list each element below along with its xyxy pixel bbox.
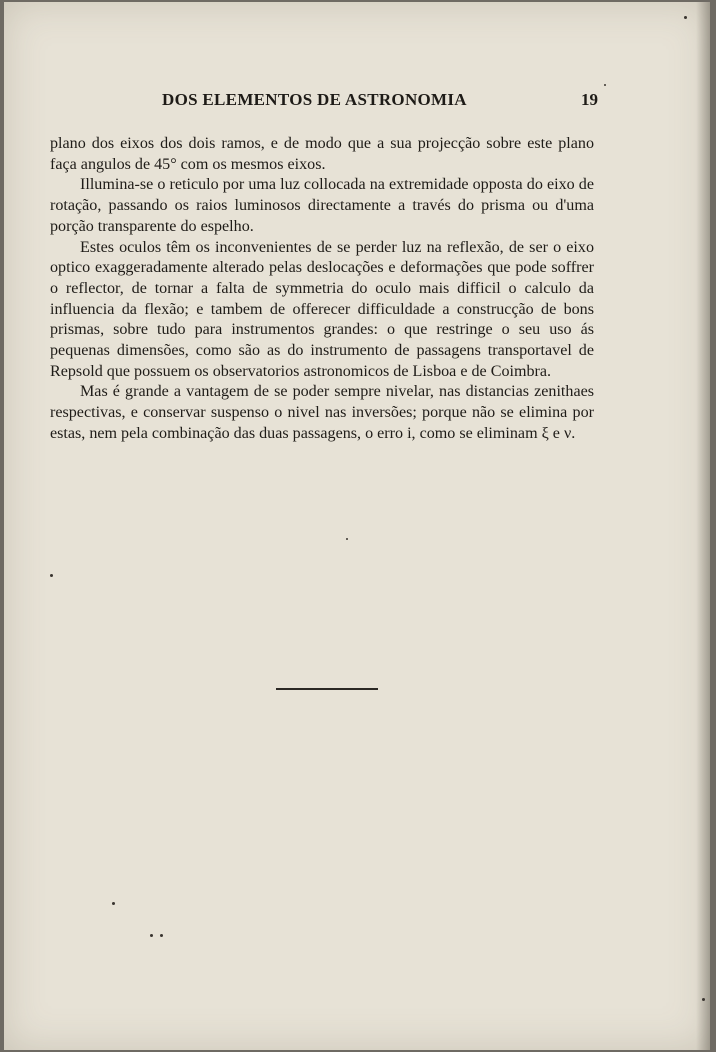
paper-speck [346, 538, 348, 540]
paper-speck [112, 902, 115, 905]
book-page [4, 2, 710, 1050]
body-text [50, 134, 594, 445]
page-edge-shadow [696, 2, 710, 1050]
paper-speck [702, 998, 705, 1001]
paper-speck [604, 84, 606, 86]
paragraph: plano dos eixos dos dois ramos, e de modo que a sua projecção sobre este plano faça angulos de 45° com os mesmos eixos. [50, 135, 594, 173]
paragraph: Mas é grande a vantagem de se poder sempre nivelar, nas distancias zenithaes respectivas, e conservar suspenso o nivel nas inversões; porque não se elimina por estas, nem pela combinação das duas passagens, o erro i, como se eliminam ξ e ν. [50, 383, 594, 442]
paper-speck [50, 574, 53, 577]
page-header [50, 90, 598, 116]
paper-speck [160, 934, 163, 937]
paragraph: Estes oculos têm os inconvenientes de se perder luz na reflexão, de ser o eixo optico exaggeradamente alterado pelas deslocações e deformações que pode soffrer o reflector, de tornar a falta de symmetria do oculo mais difficil o calculo da influencia da flexão; e tambem de offerecer difficuldade a construcção de bons prismas, sobre tudo para instrumentos grandes: o que restringe o seu uso ás pequenas dimensões, como são as do instrumento de passagens transportavel de Repsold que possuem os observatorios astronomicos de Lisboa e de Coimbra. [50, 238, 594, 380]
section-rule [276, 688, 378, 690]
running-title: DOS ELEMENTOS DE ASTRONOMIA [162, 90, 467, 109]
paper-speck [150, 934, 153, 937]
paragraph: Illumina-se o reticulo por uma luz collocada na extremidade opposta do eixo de rotação, passando os raios luminosos directamente a través do prisma ou d'uma porção transparente do espelho. [50, 176, 594, 235]
paper-speck [684, 16, 687, 19]
page-number: 19 [581, 90, 598, 109]
